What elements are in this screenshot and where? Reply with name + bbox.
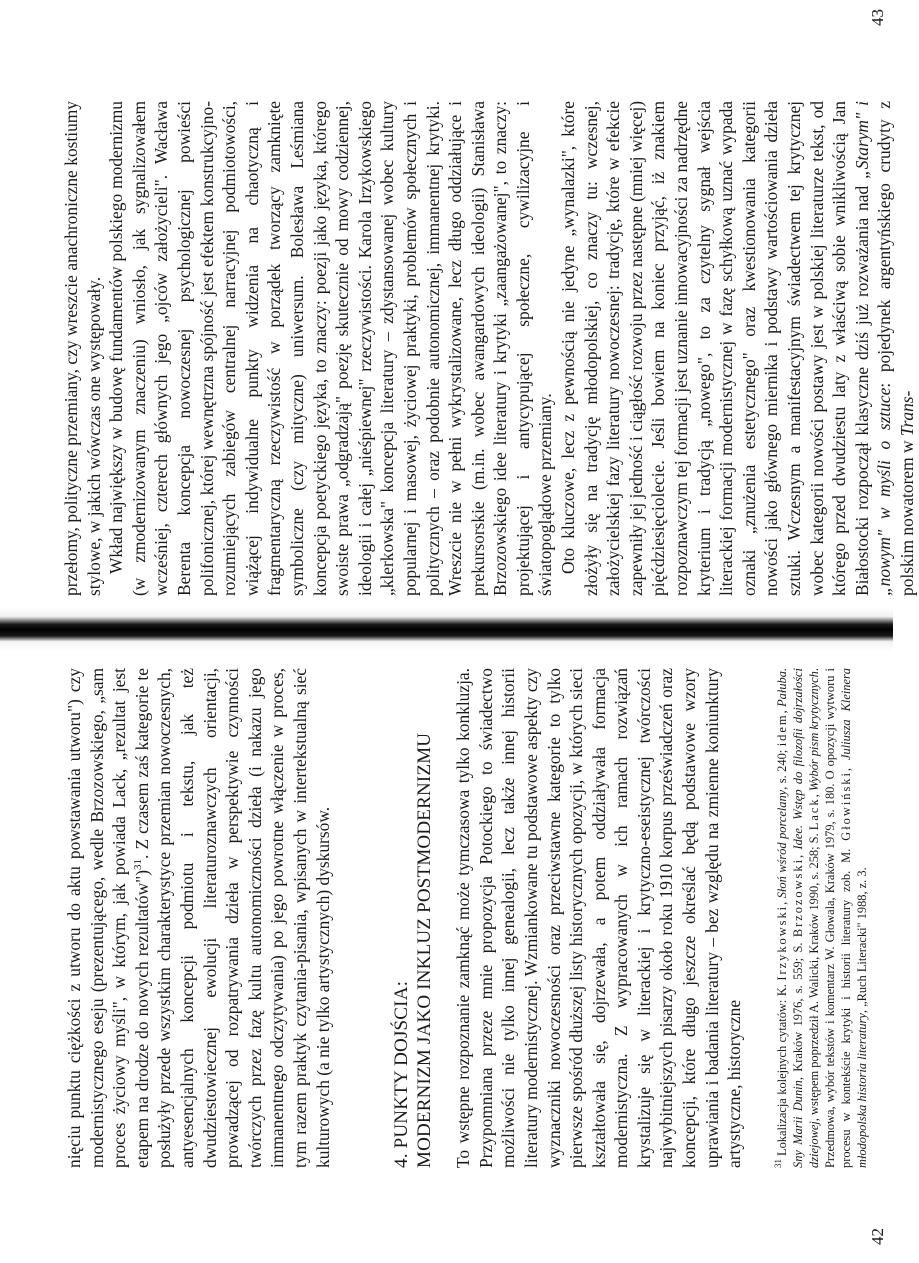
page-number-left: 42 bbox=[868, 1228, 887, 1245]
paragraph-1: przełomy, polityczne przemiany, czy wreszcie anachroniczne kostiumy stylowe, w jakich wówczas one występowały. bbox=[61, 101, 104, 596]
continued-paragraph: nięciu punktu ciężkości z utworu do aktu powstawania utworu") czy modernistycznego eseju (prezentującego, wedle Brzozowskiego, „sam proces życiowy myśli", w którym, jak powiada Lack, „rezultat jest etapem na drodze do nowych rezultatów")$^{31}$. Z czasem zaś kategorie te posłużyły przede wszystkim charakterystyce przemian nowoczesnych, antyesencjalnych koncepcji podmiotu i tekstu, jak też dwudziestowiecznej ewolucji literaturoznawczych orientacji, prowadzącej od rozpatrywania dzieła w perspektywie czynności twórczych przez fazę kultu autonomiczności dzieła (i nakazu jego immanentnego odczytywania) po jego powrotne włączenie w proces, tym razem praktyk czytania-pisania, wpisanych w intertekstualną sieć kulturowych (a nie tylko artystycznych) dyskursów. bbox=[64, 668, 333, 1168]
right-page-text bbox=[60, 101, 919, 596]
section-heading-line-1: 4. PUNKTY DOJŚCIA: bbox=[391, 980, 413, 1168]
footnote: $^{31}$Lokalizacja kolejnych cytatów: K. Irzykowski, Słoń wśród porcelany, s. 240; idem, Pałuba. Sny Marii Dunin, Kraków 1976, s. 559; S. Brzozowski, Idee. Wstęp do filozofii dojrzałości dziejowej, wstępem poprzedził A. Walicki, Kraków 1990, s. 258; S. Lack, Wybór pism krytycznych. Przedmowa, wybór tekstów i komentarz W. Głowala, Kraków 1979, s. 180. O opozycji wytworu i procesu w kontekście krytyki i historii literatury zob. M. Głowiński, Juliusza Kleinera młodopolska historia literatury, „Ruch Literacki" 1988, z. 3. bbox=[772, 668, 869, 1168]
page-number-right: 43 bbox=[868, 9, 887, 26]
section-heading-line-2: MODERNIZM JAKO INKLUZ POSTMODERNIZMU bbox=[414, 732, 436, 1168]
paragraph-3: Oto kluczowe, lecz z pewnością nie jedyne „wynalazki", które złożyły się na tradycję młodopolskiej, co znaczy tu: wczesnej, założycielskiej fazy literatury nowoczesnej: tradycję, które w efekcie zapewniły jej jedność i ciągłość rozwoju przez następne (mniej więcej) pięćdziesięciolecie. Jeśli bowiem na koniec przyjąć, iż znakiem rozpoznawczym tej formacji jest uznanie innowacyjności za nadrzędne kryterium i tradycją „nowego", to za czytelny sygnał wejścia literackiej formacji modernistycznej w fazę schyłkową uznać wypada oznaki „znużenia estetycznego" oraz kwestionowania kategorii nowości jako głównego miernika i podstawy wartościowania dzieła sztuki. Wczesnym a manifestacyjnym świadectwem tej krytycznej wobec kategorii nowości postawy jest w polskiej literaturze tekst, od którego przed dwudziestu laty z właściwą sobie wnikliwością Jan Białostocki rozpoczął klasyczne dziś już rozważania nad „Starym" i „nowym" w myśli o sztuce: pojedynek argentyńskiego crudyty z polskim nowatorem w Trans- bbox=[558, 100, 917, 596]
footnote-reference: 31 bbox=[131, 858, 144, 870]
section-paragraph: To wstępne rozpoznanie zamknąć może tymczasowa tylko konkluzja. Przypomniana przeze mnie propozycja Potockiego to świadectwo możliwości nie tylko innej genealogii, lecz także innej historii literatury modernistycznej. Wzmiankowane tu podstawowe aspekty czy wyznaczniki nowoczesności oraz przeciwstawne kategorie to tylko pierwsze spośród dłuższej listy historycznych opozycji, w których sieci kształtowała się, dojrzewała, a potem oddziaływała formacja modernistyczna. Z wypracowanych w ich ramach rozwiązań krystalizuje się w literackiej i krytyczno-eseistycznej twórczości najwybitniejszych pisarzy około roku 1910 korpus przeświadczeń oraz koncepcji, które długo jeszcze określać będą podstawowe wzory uprawiania i badania literatury – bez względu na zmienne koniunktury artystyczne, historyczne bbox=[453, 668, 745, 1168]
left-page bbox=[0, 651, 893, 1263]
left-page-text bbox=[63, 668, 870, 1168]
book-gutter-shadow bbox=[0, 608, 893, 651]
footnote-number: 31 bbox=[772, 1159, 783, 1168]
paragraph-2: Wkład największy w budowę fundamentów polskiego modernizmu (w zmodernizowanym znaczeniu) wniosło, jak sygnalizowałem wcześniej, czterech głównych jego „ojców założycieli". Wacława Berenta koncepcja nowoczesnej psychologicznej powieści polifonicznej, której wewnętrzna spójność jest efektem konstrukcyjno-rozumiejących zabiegów centralnej narracyjnej podmiotowości, wiążącej indywidualne punkty widzenia na chaotyczną i fragmentaryczną rzeczywistość w porządek tworzący zamknięte symboliczne (czy mityczne) uniwersum. Bolesława Leśmiana koncepcja poetyckiego języka, to znaczy: poezji jako języka, którego swoiste prawa „odgradzają" poezję skutecznie od mowy codziennej, ideologii i całej „nieśpiewnej" rzeczywistości. Karola Irzykowskiego „klerkowska" koncepcja literatury – zdystansowanej wobec kultury popularnej i masowej, życiowej praktyki, problemów społecznych i politycznych – oraz podobnie autonomicznej, immanentnej krytyki. Wreszcie nie w pełni wykrystalizowane, lecz długo oddziałujące i prekursorskie (m.in. wobec awangardowych ideologii) Stanisława Brzozowskiego idee literatury i krytyki „zaangażowanej", to znaczy: projektującej i antycypującej społeczne, cywilizacyjne i światopoglądowe przemiany. bbox=[106, 101, 556, 596]
right-page bbox=[0, 0, 917, 608]
section-heading bbox=[390, 668, 436, 1168]
